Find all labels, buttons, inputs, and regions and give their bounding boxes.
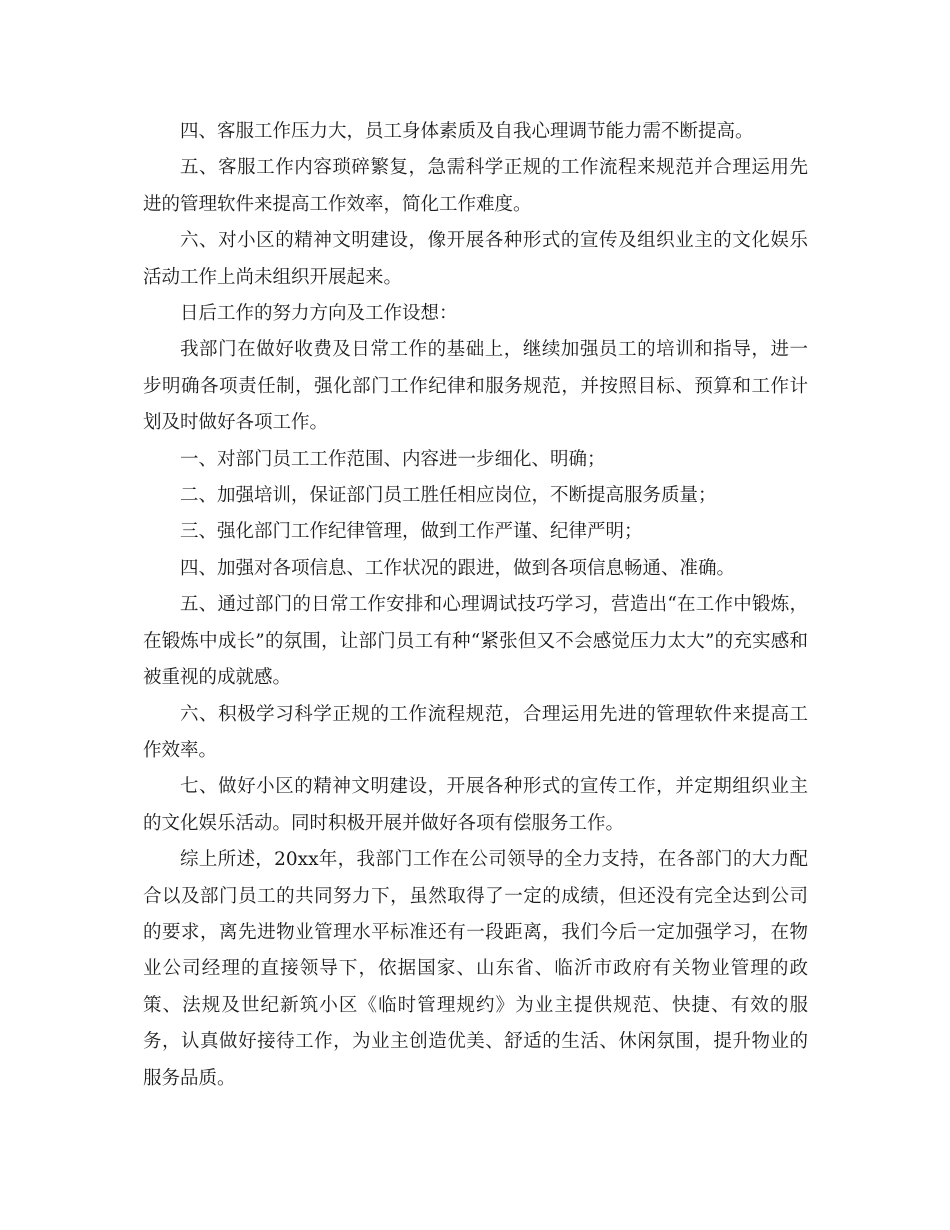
paragraph-4: 日后工作的努力方向及工作设想： xyxy=(180,303,458,325)
paragraph-11: 六、积极学习科学正规的工作流程规范，合理运用先进的管理软件来提高工作效率。 xyxy=(143,703,808,761)
paragraph-2: 五、客服工作内容琐碎繁复，急需科学正规的工作流程来规范并合理运用先进的管理软件来提高工作效率，简化工作难度。 xyxy=(143,157,808,215)
paragraph-9: 四、加强对各项信息、工作状况的跟进，做到各项信息畅通、准确。 xyxy=(180,557,736,579)
paragraph-6: 一、对部门员工工作范围、内容进一步细化、明确； xyxy=(180,448,606,470)
paragraph-13: 综上所述，20xx年，我部门工作在公司领导的全力支持，在各部门的大力配合以及部门员工的共同努力下，虽然取得了一定的成绩，但还没有完全达到公司的要求，离先进物业管理水平标准还有一段距离，我们今后一定加强学习，在物业公司经理的直接领导下，依据国家、山东省、临沂市政府有关物业管理的政策、法规及世纪新筑小区《临时管理规约》为业主提供规范、快捷、有效的服务，认真做好接待工作，为业主创造优美、舒适的生活、休闲氛围，提升物业的服务品质。 xyxy=(143,849,808,1089)
paragraph-1: 四、客服工作压力大，员工身体素质及自我心理调节能力需不断提高。 xyxy=(180,121,754,142)
paragraph-3: 六、对小区的精神文明建设，像开展各种形式的宣传及组织业主的文化娱乐活动工作上尚未组织开展起来。 xyxy=(143,230,808,288)
document-body xyxy=(143,114,808,1097)
paragraph-7: 二、加强培训，保证部门员工胜任相应岗位，不断提高服务质量； xyxy=(180,485,717,507)
paragraph-12: 七、做好小区的精神文明建设，开展各种形式的宣传工作，并定期组织业主的文化娱乐活动。同时积极开展并做好各项有偿服务工作。 xyxy=(143,776,808,834)
paragraph-8: 三、强化部门工作纪律管理，做到工作严谨、纪律严明； xyxy=(180,521,643,543)
paragraph-5: 我部门在做好收费及日常工作的基础上，继续加强员工的培训和指导，进一步明确各项责任制，强化部门工作纪律和服务规范，并按照目标、预算和工作计划及时做好各项工作。 xyxy=(143,339,808,434)
paragraph-10: 五、通过部门的日常工作安排和心理调试技巧学习，营造出“在工作中锻炼，在锻炼中成长”的氛围，让部门员工有种“紧张但又不会感觉压力太大”的充实感和被重视的成就感。 xyxy=(143,594,808,689)
